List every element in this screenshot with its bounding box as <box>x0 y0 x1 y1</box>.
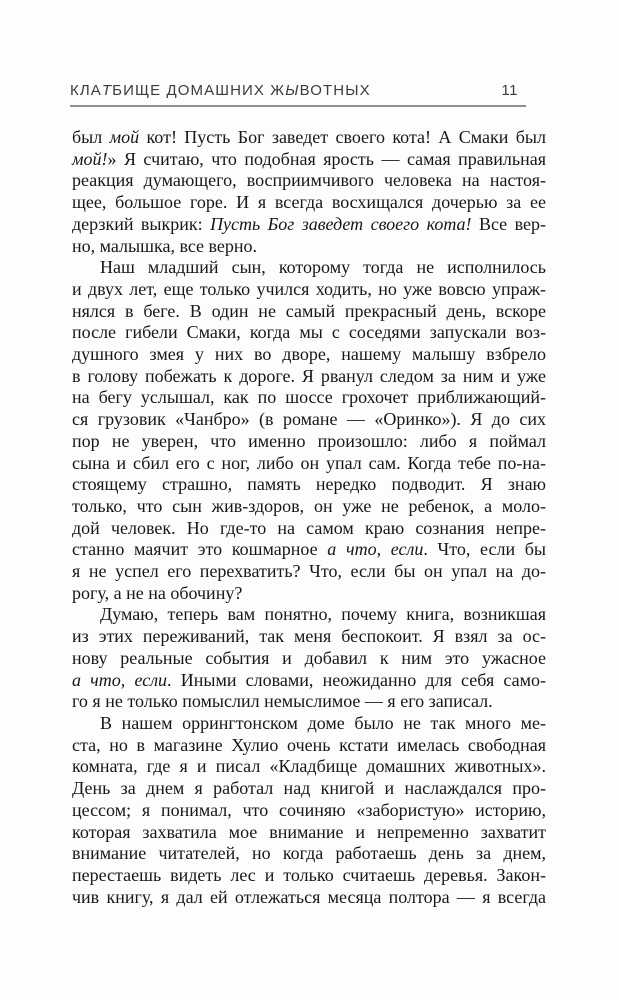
text-block <box>72 127 546 908</box>
text-line-p2-12: только, что сын жив-здоров, он уже не ребенок, а моло- <box>72 495 546 516</box>
text-line-p4-4: День за днем я работал над книгой и наслаждался про- <box>72 778 546 799</box>
text-line-p1-5: дерзкий выкрик: Пусть Бог заведет своего кота! Все вер- <box>72 213 546 234</box>
text-line-p2-1: Наш младший сын, которому тогда не исполнилось <box>100 257 546 278</box>
text-line-p2-2: и двух лет, еще только учился ходить, но уже вовсю упраж- <box>72 278 546 299</box>
text-line-p3-4: а что, если. Иными словами, неожиданно для себя само- <box>72 669 546 690</box>
text-line-p1-2: мой!» Я считаю, что подобная ярость — самая правильная <box>72 148 546 169</box>
text-line-p2-8: ся грузовик «Чанбро» (в романе — «Оринко»). Я до сих <box>72 409 546 430</box>
text-line-p4-8: перестаешь видеть лес и только считаешь деревья. Закон- <box>72 864 546 885</box>
text-line-p4-7: внимание читателей, но когда работаешь день за днем, <box>72 843 546 864</box>
text-line-p4-6: которая захватила мое внимание и непременно захватит <box>72 821 546 842</box>
text-line-p2-10: сына и сбил его с ног, либо он упал сам. Когда тебе по-на- <box>72 452 546 473</box>
text-line-p4-9: чив книгу, я дал ей отлежаться месяца полтора — я всегда <box>72 886 546 907</box>
text-line-p2-11: стоящему страшно, память нередко подводит. Я знаю <box>72 474 546 495</box>
text-line-p2-16: рогу, а не на обочину? <box>72 582 243 603</box>
text-line-p4-3: комната, где я и писал «Кладбище домашних животных». <box>72 756 546 777</box>
text-line-p2-7: на бегу услышал, как по шоссе грохочет приближающий- <box>72 387 546 408</box>
text-line-p2-14: станно маячит это кошмарное а что, если. Что, если бы <box>72 539 547 560</box>
text-line-p4-1: В нашем оррингтонском доме было не так много ме- <box>100 712 546 733</box>
text-line-p3-1: Думаю, теперь вам понятно, почему книга, возникшая <box>100 604 546 625</box>
text-line-p4-2: ста, но в магазине Хулио очень кстати имелась свободная <box>72 734 546 755</box>
text-line-p2-3: нялся в беге. В один не самый прекрасный день, вскоре <box>72 300 546 321</box>
running-header <box>70 83 526 107</box>
text-line-p2-15: я не успел его перехватить? Что, если бы он упал на до- <box>72 561 546 582</box>
text-line-p2-13: дой человек. Но где-то на самом краю сознания непре- <box>72 517 546 538</box>
text-line-p3-5: го я не только помыслил немыслимое — я его записал. <box>72 691 493 712</box>
text-line-p1-1: был мой кот! Пусть Бог заведет своего кота! А Смаки был <box>72 127 546 147</box>
text-line-p2-4: после гибели Смаки, когда мы с соседями запускали воз- <box>72 322 546 343</box>
text-line-p2-5: душного змея у них во дворе, нашему малышу взбрело <box>72 344 546 365</box>
text-line-p2-6: в голову побежать к дороге. Я рванул следом за ним и уже <box>72 365 546 386</box>
text-line-p2-9: пор не уверен, что именно произошло: либо я поймал <box>72 430 546 451</box>
running-title: КЛАТБИЩЕ ДОМАШНИХ ЖЫВОТНЫХ <box>70 82 371 99</box>
text-line-p1-4: щее, большое горе. И я всегда восхищался дочерью за ее <box>72 192 546 213</box>
text-line-p1-6: но, малышка, все верно. <box>72 235 258 256</box>
text-line-p1-3: реакция думающего, восприимчивого человека на настоя- <box>72 170 546 191</box>
text-line-p3-2: из этих переживаний, так меня беспокоит. Я взял за ос- <box>72 626 546 647</box>
text-line-p4-5: цессом; я понимал, что сочиняю «забористую» историю, <box>72 799 546 820</box>
text-line-p3-3: нову реальные события и добавил к ним это ужасное <box>72 647 546 668</box>
page-number: 11 <box>501 82 518 99</box>
